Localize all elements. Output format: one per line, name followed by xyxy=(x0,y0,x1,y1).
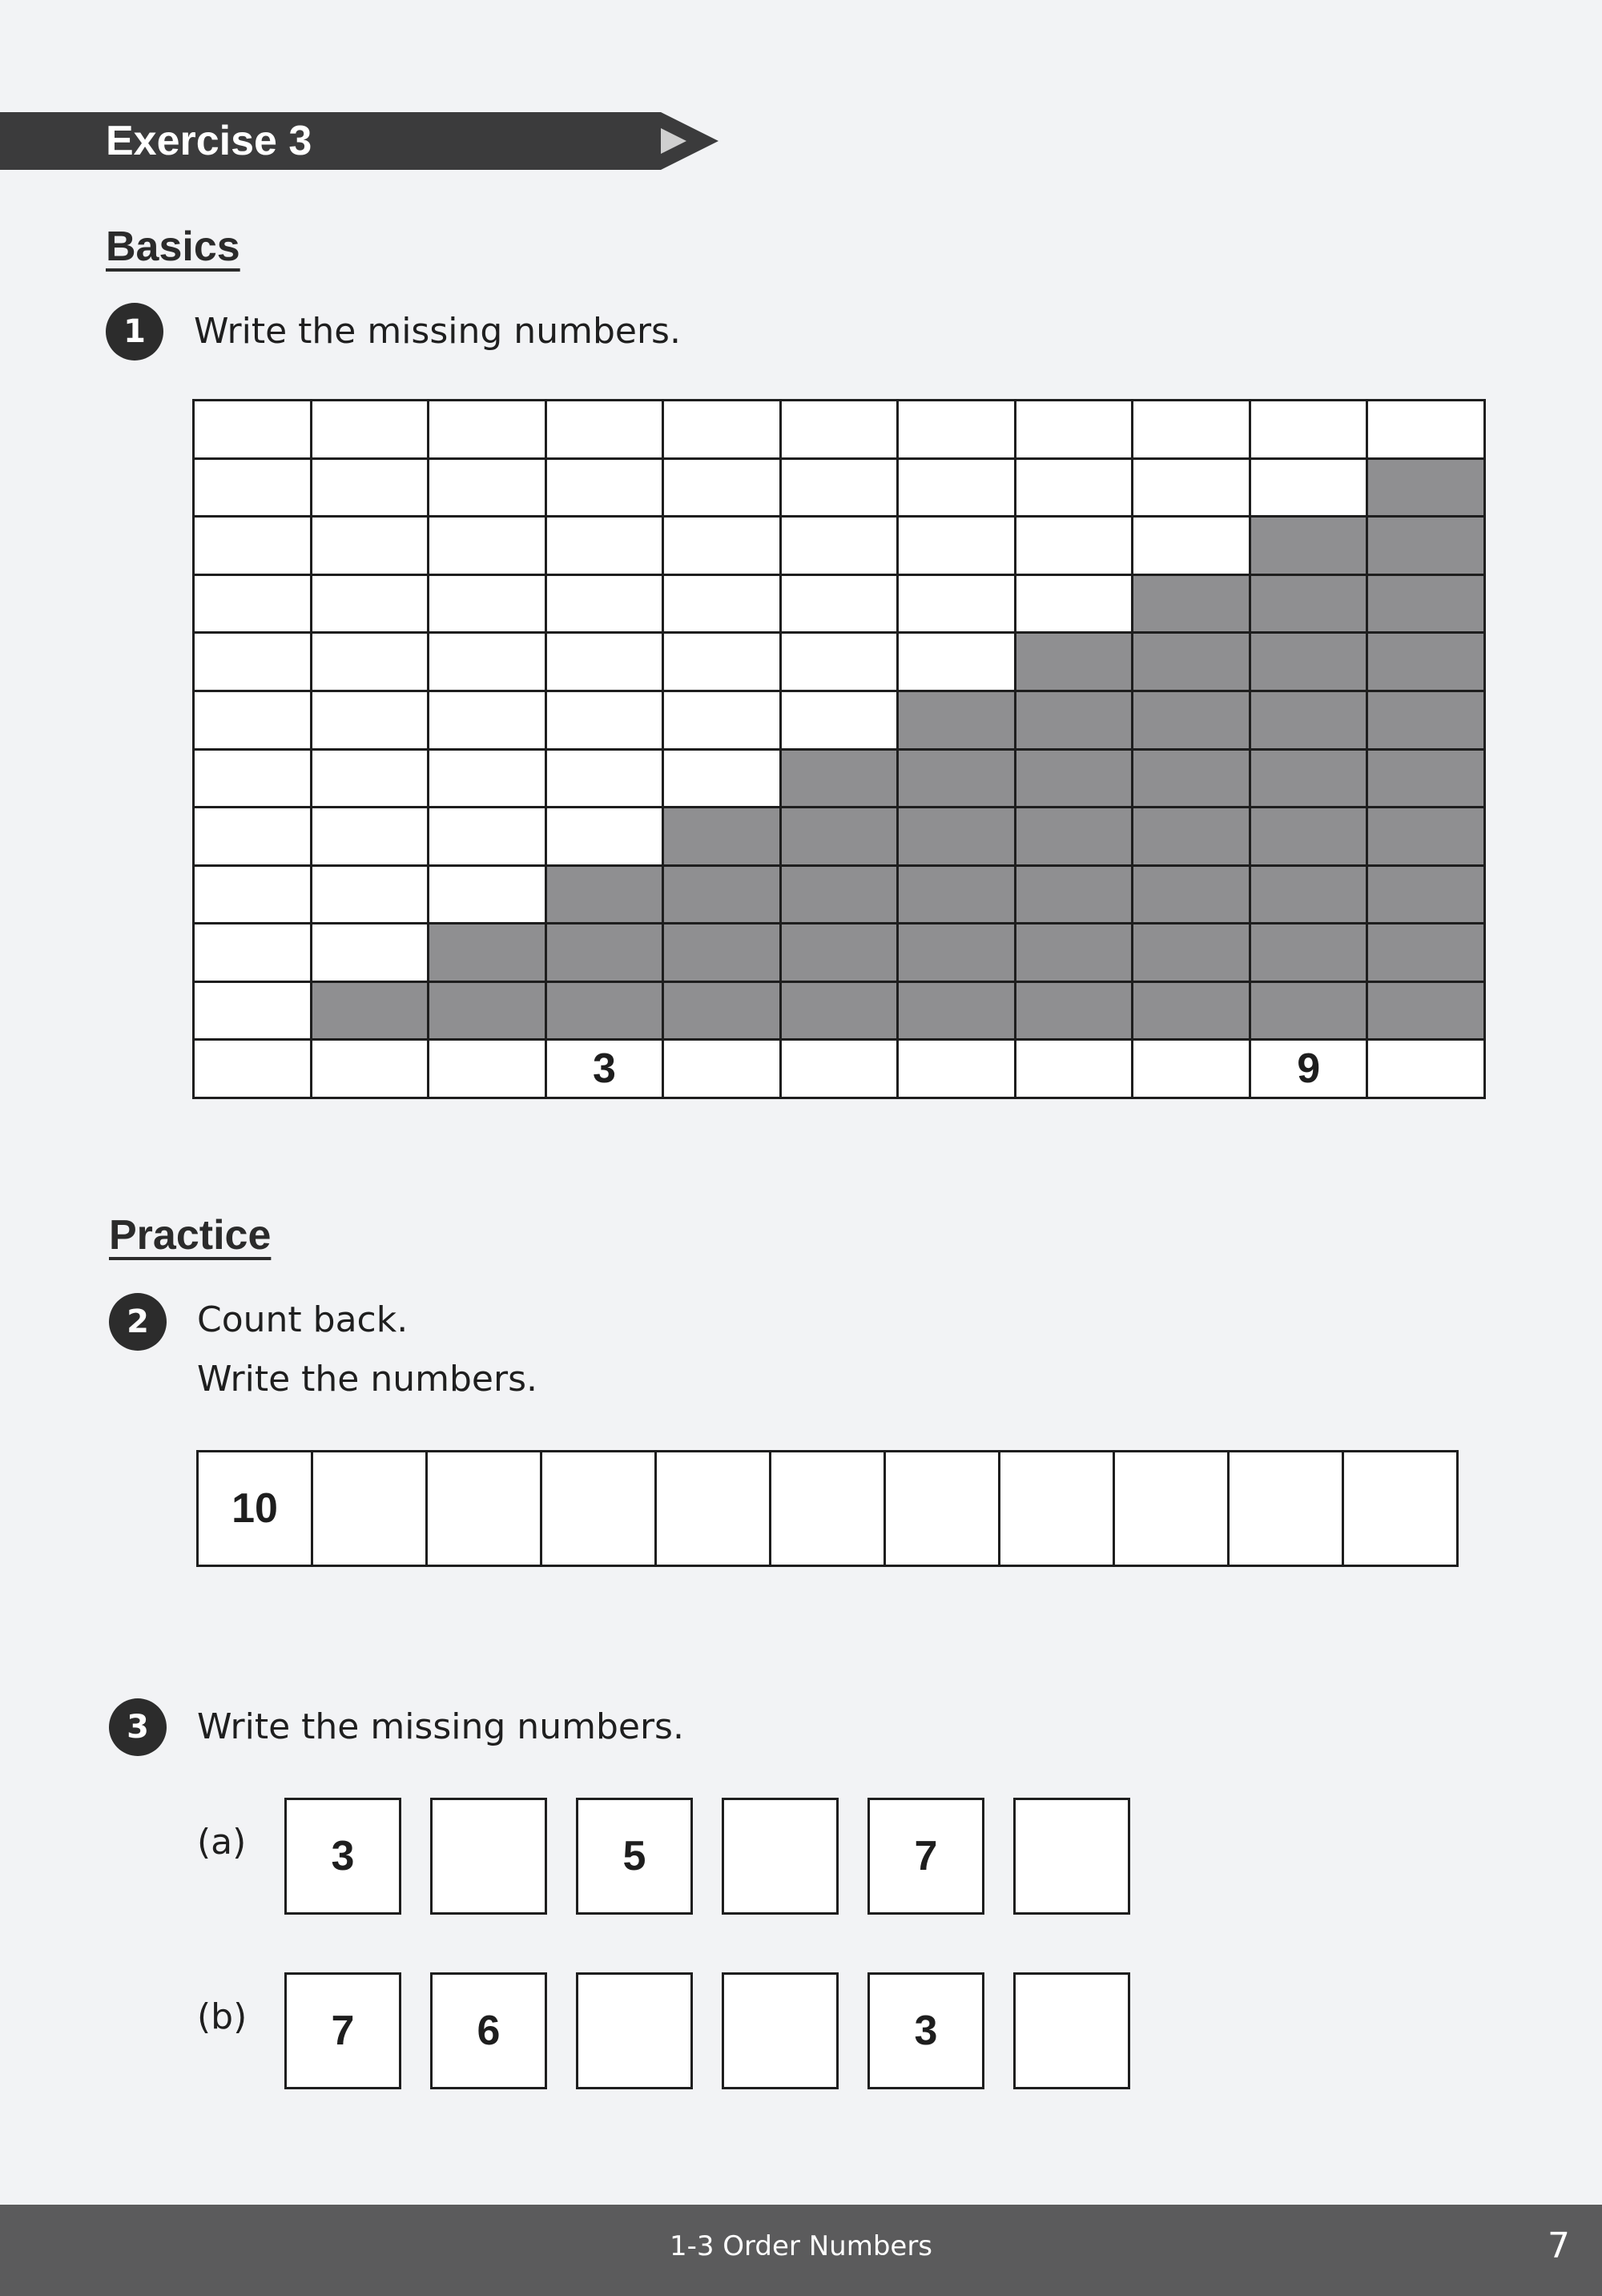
grid-cell xyxy=(782,924,897,981)
grid-cell xyxy=(1251,460,1367,516)
grid-cell xyxy=(664,924,779,981)
grid-cell xyxy=(195,867,310,923)
basics-heading: Basics xyxy=(106,224,240,270)
question-badge-2: 2 xyxy=(109,1293,167,1351)
answer-box[interactable]: 5 xyxy=(576,1798,693,1915)
grid-cell xyxy=(312,692,428,748)
answer-box[interactable] xyxy=(1113,1450,1230,1567)
grid-cell xyxy=(1251,924,1367,981)
exercise-banner xyxy=(0,112,661,170)
practice-heading: Practice xyxy=(109,1212,272,1259)
grid-cell xyxy=(312,808,428,864)
grid-cell xyxy=(1251,692,1367,748)
answer-cell[interactable] xyxy=(429,1041,545,1097)
grid-cell xyxy=(429,867,545,923)
grid-cell xyxy=(782,576,897,632)
grid-cell xyxy=(899,751,1014,807)
answer-cell[interactable]: 9 xyxy=(1251,1041,1367,1097)
grid-cell xyxy=(1251,867,1367,923)
question-badge-1: 1 xyxy=(106,303,163,361)
answer-box[interactable]: 10 xyxy=(196,1450,313,1567)
grid-cell xyxy=(429,518,545,574)
grid-cell xyxy=(1368,401,1483,457)
grid-cell xyxy=(1016,460,1132,516)
grid-cell xyxy=(1133,692,1249,748)
grid-cell xyxy=(429,692,545,748)
grid-cell xyxy=(664,634,779,690)
answer-box[interactable] xyxy=(1342,1450,1459,1567)
grid-cell xyxy=(1133,634,1249,690)
grid-cell xyxy=(195,924,310,981)
answer-box[interactable] xyxy=(722,1798,839,1915)
answer-box[interactable] xyxy=(1227,1450,1344,1567)
answer-cell[interactable] xyxy=(195,1041,310,1097)
grid-cell xyxy=(664,808,779,864)
grid-cell xyxy=(547,460,662,516)
grid-cell xyxy=(1251,983,1367,1039)
answer-box[interactable] xyxy=(884,1450,1000,1567)
grid-cell xyxy=(547,924,662,981)
grid-cell xyxy=(1251,576,1367,632)
grid-cell xyxy=(195,401,310,457)
answer-box[interactable] xyxy=(769,1450,886,1567)
answer-box[interactable]: 7 xyxy=(867,1798,984,1915)
grid-cell xyxy=(1133,576,1249,632)
answer-cell[interactable] xyxy=(1368,1041,1483,1097)
grid-cell xyxy=(1016,983,1132,1039)
grid-cell xyxy=(899,634,1014,690)
grid-cell xyxy=(782,460,897,516)
lesson-title: 1-3 Order Numbers xyxy=(669,2230,933,2262)
answer-box[interactable] xyxy=(425,1450,542,1567)
grid-cell xyxy=(1368,460,1483,516)
grid-cell xyxy=(1016,808,1132,864)
answer-box[interactable] xyxy=(1013,1798,1130,1915)
grid-cell xyxy=(1133,808,1249,864)
staircase-grid xyxy=(192,399,1486,1099)
grid-cell xyxy=(1133,924,1249,981)
question-badge-3: 3 xyxy=(109,1698,167,1756)
grid-cell xyxy=(1251,751,1367,807)
grid-cell xyxy=(1133,460,1249,516)
grid-cell xyxy=(1016,401,1132,457)
exercise-title: Exercise 3 xyxy=(106,118,312,164)
grid-cell xyxy=(1368,518,1483,574)
q3b-label: (b) xyxy=(197,1996,248,2037)
grid-cell xyxy=(312,924,428,981)
answer-box[interactable] xyxy=(311,1450,428,1567)
grid-cell xyxy=(1133,867,1249,923)
grid-cell xyxy=(429,460,545,516)
grid-cell xyxy=(312,460,428,516)
answer-box[interactable]: 3 xyxy=(284,1798,401,1915)
grid-cell xyxy=(1133,401,1249,457)
grid-cell xyxy=(1016,751,1132,807)
grid-cell xyxy=(195,751,310,807)
grid-cell xyxy=(782,983,897,1039)
grid-cell xyxy=(195,576,310,632)
answer-box[interactable] xyxy=(576,1972,693,2089)
grid-cell xyxy=(429,634,545,690)
answer-box[interactable] xyxy=(1013,1972,1130,2089)
q2-instruction-line2: Write the numbers. xyxy=(197,1359,537,1400)
q1-instruction: Write the missing numbers. xyxy=(194,311,681,352)
grid-cell xyxy=(429,751,545,807)
grid-cell xyxy=(1016,576,1132,632)
answer-cell[interactable] xyxy=(312,1041,428,1097)
q2-instruction-line1: Count back. xyxy=(197,1299,409,1340)
grid-cell xyxy=(1368,867,1483,923)
grid-cell xyxy=(899,867,1014,923)
grid-cell xyxy=(664,751,779,807)
grid-cell xyxy=(1133,751,1249,807)
grid-cell xyxy=(1251,518,1367,574)
grid-cell xyxy=(899,518,1014,574)
grid-cell xyxy=(664,518,779,574)
grid-cell xyxy=(195,518,310,574)
grid-cell xyxy=(1133,983,1249,1039)
answer-cell[interactable] xyxy=(782,1041,897,1097)
grid-cell xyxy=(1368,751,1483,807)
answer-box[interactable]: 3 xyxy=(867,1972,984,2089)
grid-cell xyxy=(1368,634,1483,690)
grid-cell xyxy=(1251,808,1367,864)
grid-cell xyxy=(1133,518,1249,574)
answer-box[interactable] xyxy=(722,1972,839,2089)
grid-cell xyxy=(429,924,545,981)
grid-cell xyxy=(1368,692,1483,748)
answer-cell[interactable] xyxy=(1016,1041,1132,1097)
grid-cell xyxy=(312,401,428,457)
grid-cell xyxy=(1251,634,1367,690)
grid-cell xyxy=(429,808,545,864)
answer-box[interactable] xyxy=(654,1450,771,1567)
grid-cell xyxy=(664,576,779,632)
grid-cell xyxy=(899,808,1014,864)
grid-cell xyxy=(429,983,545,1039)
answer-cell[interactable] xyxy=(664,1041,779,1097)
grid-cell xyxy=(664,983,779,1039)
grid-cell xyxy=(547,401,662,457)
grid-cell xyxy=(782,634,897,690)
answer-box[interactable] xyxy=(540,1450,657,1567)
q3b-boxes xyxy=(284,1972,1159,2089)
grid-cell xyxy=(664,460,779,516)
answer-box[interactable]: 7 xyxy=(284,1972,401,2089)
grid-cell xyxy=(782,808,897,864)
grid-cell xyxy=(1016,634,1132,690)
grid-cell xyxy=(429,401,545,457)
grid-cell xyxy=(195,983,310,1039)
grid-cell xyxy=(547,751,662,807)
grid-cell xyxy=(547,808,662,864)
grid-cell xyxy=(1016,867,1132,923)
grid-cell xyxy=(195,460,310,516)
answer-cell[interactable]: 3 xyxy=(547,1041,662,1097)
grid-cell xyxy=(782,751,897,807)
grid-cell xyxy=(1368,924,1483,981)
answer-box[interactable]: 6 xyxy=(430,1972,547,2089)
q3a-boxes xyxy=(284,1798,1159,1915)
grid-cell xyxy=(782,692,897,748)
banner-pencil-tip-icon xyxy=(661,128,686,154)
grid-cell xyxy=(312,867,428,923)
answer-cell[interactable] xyxy=(1133,1041,1249,1097)
grid-cell xyxy=(195,808,310,864)
grid-cell xyxy=(547,576,662,632)
grid-cell xyxy=(782,401,897,457)
grid-cell xyxy=(547,867,662,923)
grid-cell xyxy=(312,751,428,807)
grid-cell xyxy=(664,401,779,457)
grid-cell xyxy=(782,518,897,574)
grid-cell xyxy=(1016,924,1132,981)
grid-cell xyxy=(547,518,662,574)
grid-cell xyxy=(1368,808,1483,864)
grid-cell xyxy=(1368,983,1483,1039)
grid-cell xyxy=(312,634,428,690)
grid-cell xyxy=(312,518,428,574)
grid-cell xyxy=(547,692,662,748)
grid-cell xyxy=(899,576,1014,632)
answer-cell[interactable] xyxy=(899,1041,1014,1097)
page-footer xyxy=(0,2205,1602,2296)
grid-cell xyxy=(1368,576,1483,632)
grid-cell xyxy=(547,983,662,1039)
grid-cell xyxy=(547,634,662,690)
count-back-strip xyxy=(196,1450,1459,1567)
grid-cell xyxy=(899,692,1014,748)
page-number: 7 xyxy=(1548,2226,1570,2266)
q3a-label: (a) xyxy=(197,1822,247,1863)
grid-cell xyxy=(195,692,310,748)
grid-cell xyxy=(664,692,779,748)
grid-cell xyxy=(1016,692,1132,748)
grid-cell xyxy=(899,924,1014,981)
grid-cell xyxy=(899,401,1014,457)
answer-box[interactable] xyxy=(998,1450,1115,1567)
grid-cell xyxy=(899,460,1014,516)
grid-cell xyxy=(782,867,897,923)
grid-cell xyxy=(1251,401,1367,457)
answer-box[interactable] xyxy=(430,1798,547,1915)
grid-cell xyxy=(312,983,428,1039)
grid-cell xyxy=(429,576,545,632)
grid-cell xyxy=(1016,518,1132,574)
grid-cell xyxy=(312,576,428,632)
grid-cell xyxy=(664,867,779,923)
grid-cell xyxy=(195,634,310,690)
grid-cell xyxy=(899,983,1014,1039)
q3-instruction: Write the missing numbers. xyxy=(197,1706,684,1747)
